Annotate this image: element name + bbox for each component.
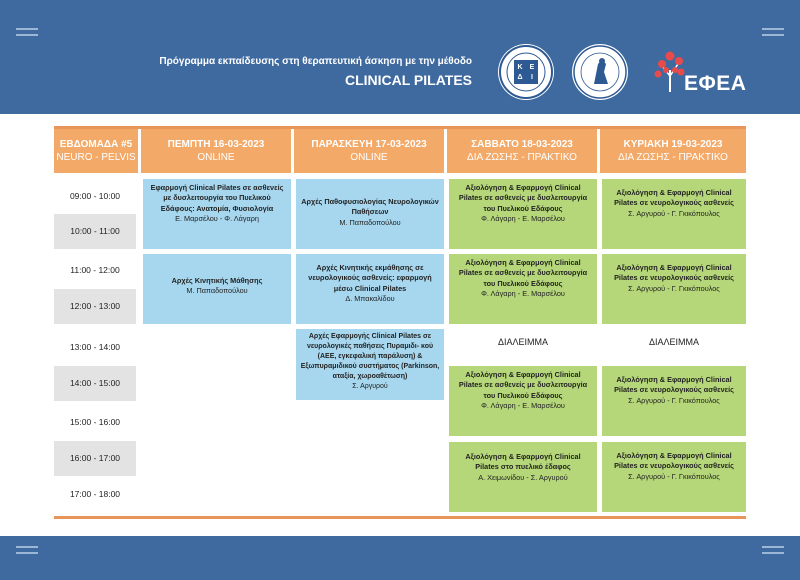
- footer-band: [0, 536, 800, 580]
- corner-decoration: [16, 546, 38, 554]
- time-slot: 13:00 - 14:00: [69, 342, 121, 352]
- logo-letter: Ι: [531, 74, 533, 81]
- session-block: [602, 254, 746, 324]
- efea-logo-text: ΕΦΕΑ: [684, 72, 747, 95]
- column-header-line1: ΠΑΡΑΣΚΕΥΗ 17-03-2023: [311, 139, 427, 150]
- university-logo-kedivim: [498, 44, 554, 100]
- session-block: [602, 366, 746, 436]
- column-header-line1: ΕΒΔΟΜΑΔΑ #5: [59, 139, 133, 150]
- column-header-thursday: [141, 129, 291, 173]
- session-presenters: Μ. Παπαδοπούλου: [186, 286, 248, 296]
- session-block: [449, 366, 597, 436]
- column-header-friday: [294, 129, 444, 173]
- break-label: ΔΙΑΛΕΙΜΜΑ: [648, 337, 700, 347]
- column-header-line2: ΔΙΑ ΖΩΣΗΣ - ΠΡΑΚΤΙΚΟ: [467, 152, 577, 163]
- session-presenters: Σ. Αργυρού: [352, 383, 388, 390]
- time-slot: 17:00 - 18:00: [69, 489, 121, 499]
- break-label: ΔΙΑΛΕΙΜΜΑ: [497, 337, 549, 347]
- logo-letter: Κ: [517, 64, 523, 71]
- session-title: Αξιολόγηση & Εφαρμογή Clinical Pilates σε ασθενείς με δυσλειτουργία του Πυελικού Εδάφους: [458, 370, 588, 400]
- session-block: [143, 179, 291, 249]
- session-presenters: Φ. Λάγαρη - Ε. Μαρσέλου: [481, 214, 565, 224]
- time-slot: 14:00 - 15:00: [54, 366, 136, 401]
- session-title: Αξιολόγηση & Εφαρμογή Clinical Pilates σε ασθενείς με δυσλειτουργία του Πυελικού Εδάφους: [458, 258, 588, 288]
- session-block: [296, 179, 444, 249]
- session-title: Αρχές Κινητικής εκμάθησης σε νευρολογικούς ασθενείς: εφαρμογή μέσω Clinical Pilates: [308, 263, 432, 293]
- column-header-week: [54, 129, 138, 173]
- university-logo-west-attica: [572, 44, 628, 100]
- time-slot: 15:00 - 16:00: [69, 417, 121, 427]
- session-presenters: Φ. Λάγαρη - Ε. Μαρσέλου: [481, 289, 565, 299]
- table-bottom-border: [54, 516, 746, 519]
- session-presenters: Δ. Μπακαλίδου: [345, 294, 395, 304]
- session-block: [143, 254, 291, 324]
- logo-letter: Ε: [529, 64, 535, 71]
- session-title: Αξιολόγηση & Εφαρμογή Clinical Pilates σε νευρολογικούς ασθενείς: [614, 263, 734, 283]
- header-band: [0, 0, 800, 114]
- time-slot: 09:00 - 10:00: [69, 191, 121, 201]
- session-block: [449, 254, 597, 324]
- session-title: Αρχές Εφαρμογής Clinical Pilates σε νευρολογικές παθήσεις Πυραμιδι- κού (ΑΕΕ, εγκεφαλική παράλυση) & Εξωπυραμιδικού συστήματος (Parkinson, αταξία, χωροαθέτωση): [300, 333, 440, 380]
- session-title: Εφαρμογή Clinical Pilates σε ασθενείς με δυσλειτουργία του Πυελικού Εδάφους: Ανατομία, Φυσιολογία: [150, 183, 284, 213]
- column-header-line2: ONLINE: [350, 152, 388, 163]
- session-title: Αξιολόγηση & Εφαρμογή Clinical Pilates στο πυελικό έδαφος: [465, 452, 581, 472]
- corner-decoration: [762, 28, 784, 36]
- corner-decoration: [762, 546, 784, 554]
- session-title: Αρχές Παθοφυσιολογίας Νευρολογικών Παθήσεων: [301, 197, 439, 217]
- header-subtitle: Πρόγραμμα εκπαίδευσης στη θεραπευτική άσκηση με την μέθοδο: [159, 56, 472, 67]
- session-title: Αξιολόγηση & Εφαρμογή Clinical Pilates σε νευρολογικούς ασθενείς: [614, 451, 734, 471]
- session-block: [296, 329, 444, 400]
- session-title: Αξιολόγηση & Εφαρμογή Clinical Pilates σε νευρολογικούς ασθενείς: [614, 375, 734, 395]
- column-header-line2: ONLINE: [197, 152, 235, 163]
- session-presenters: Α. Χειμωνίδου - Σ. Αργυρού: [478, 472, 568, 482]
- time-slot: 12:00 - 13:00: [54, 289, 136, 324]
- session-block: [602, 442, 746, 512]
- header-title: CLINICAL PILATES: [344, 72, 472, 88]
- session-title: Αξιολόγηση & Εφαρμογή Clinical Pilates σε νευρολογικούς ασθενείς: [614, 188, 734, 208]
- session-block: [296, 254, 444, 324]
- corner-decoration: [16, 28, 38, 36]
- column-header-sunday: [600, 129, 746, 173]
- session-presenters: Σ. Αργυρού - Γ. Γκικόπουλος: [628, 471, 720, 481]
- logo-letter: Δ: [517, 74, 523, 81]
- column-header-saturday: [447, 129, 597, 173]
- column-header-line1: ΠΕΜΠΤΗ 16-03-2023: [167, 139, 265, 150]
- session-block: [602, 179, 746, 249]
- time-slot: 11:00 - 12:00: [70, 265, 120, 275]
- session-block: [449, 179, 597, 249]
- time-slot: 16:00 - 17:00: [54, 441, 136, 476]
- session-block: [449, 442, 597, 512]
- column-header-line2: NEURO - PELVIS: [56, 152, 136, 163]
- session-presenters: Ε. Μαρσέλου - Φ. Λάγαρη: [175, 214, 259, 224]
- column-header-line1: ΣΑΒΒΑΤΟ 18-03-2023: [471, 139, 573, 150]
- session-presenters: Μ. Παπαδοπούλου: [339, 217, 401, 227]
- session-title: Αρχές Κινητικής Μάθησης: [171, 276, 263, 285]
- session-presenters: Φ. Λάγαρη - Ε. Μαρσέλου: [481, 401, 565, 411]
- session-presenters: Σ. Αργυρού - Γ. Γκικόπουλος: [628, 395, 720, 405]
- session-presenters: Σ. Αργυρού - Γ. Γκικόπουλος: [628, 208, 720, 218]
- session-title: Αξιολόγηση & Εφαρμογή Clinical Pilates σε ασθενείς με δυσλειτουργία του Πυελικού Εδάφους: [458, 183, 588, 213]
- session-presenters: Σ. Αργυρού - Γ. Γκικόπουλος: [628, 283, 720, 293]
- column-header-line2: ΔΙΑ ΖΩΣΗΣ - ΠΡΑΚΤΙΚΟ: [618, 152, 728, 163]
- column-header-line1: ΚΥΡΙΑΚΗ 19-03-2023: [623, 139, 723, 150]
- time-slot: 10:00 - 11:00: [54, 214, 136, 249]
